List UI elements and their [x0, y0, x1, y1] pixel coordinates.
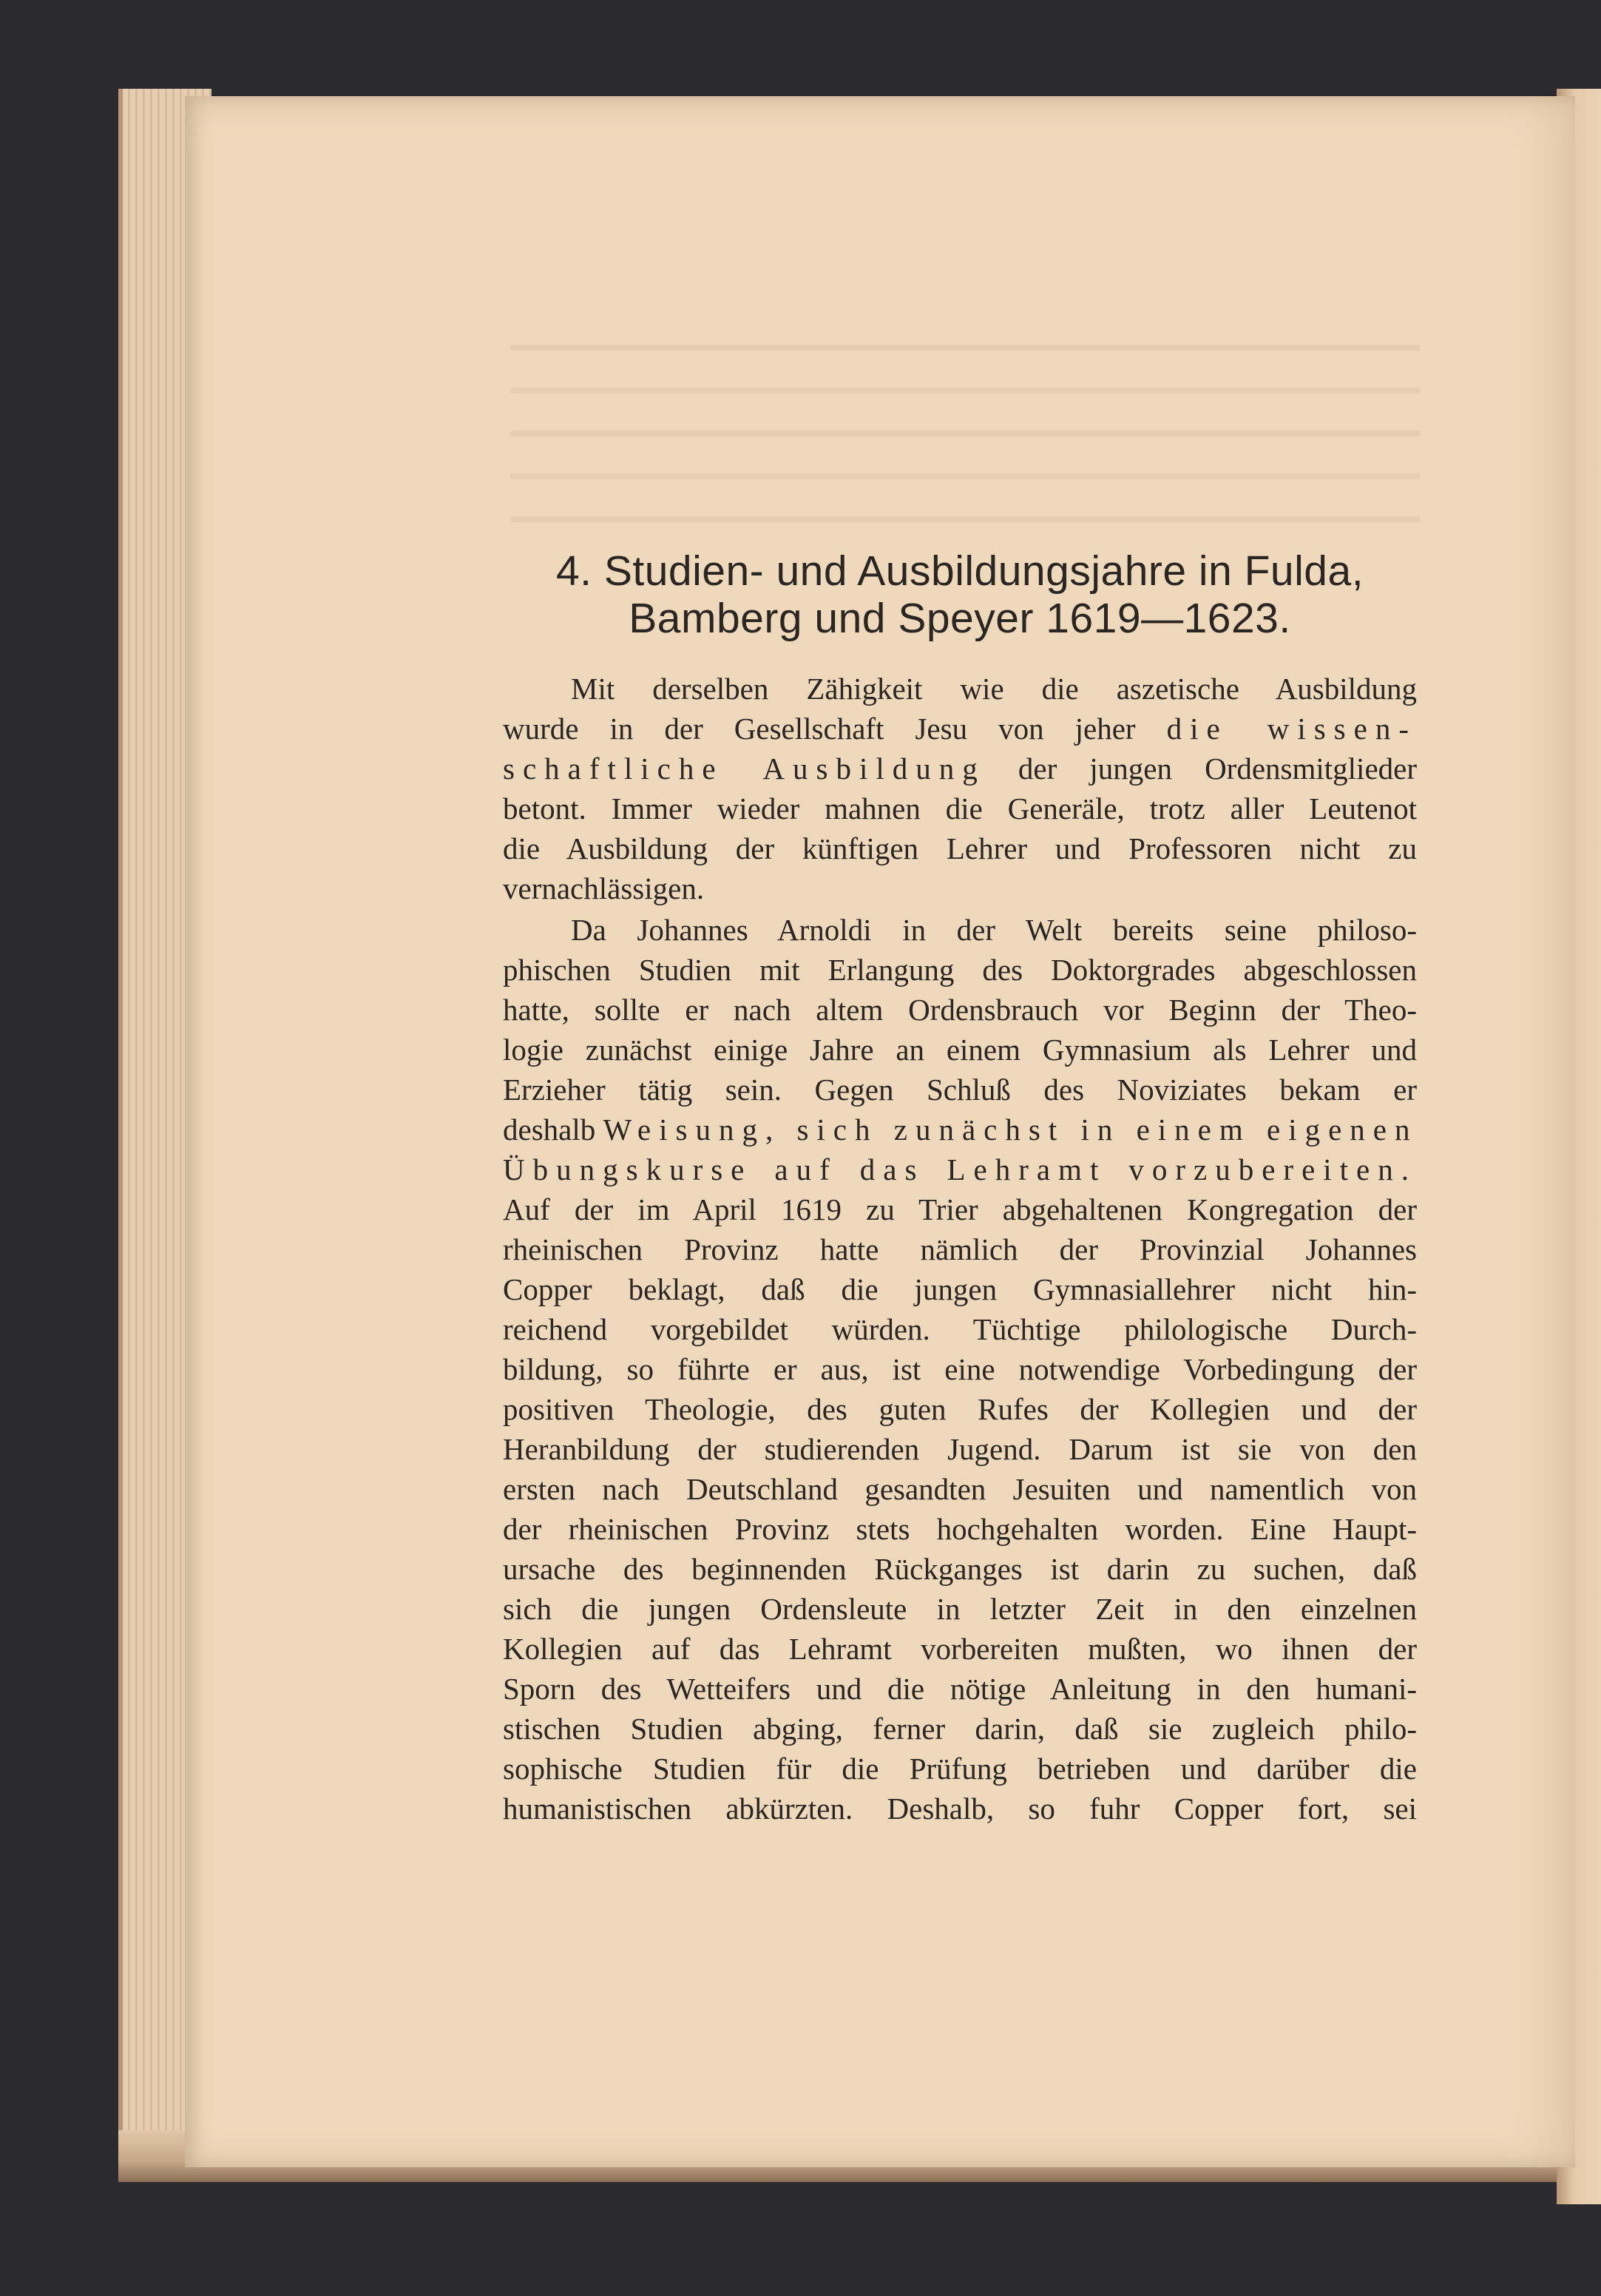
- text-line: [503, 749, 1417, 789]
- text-line: sich die jungen Ordensleute in letzter Zeit in den einzelnen: [503, 1592, 1417, 1626]
- spaced-emphasis: Weisung, sich zunächst in einem eigenen: [603, 1112, 1418, 1147]
- text-line: Sporn des Wetteifers und die nötige Anleitung in den humani-: [503, 1672, 1417, 1706]
- text-line: positiven Theologie, des guten Rufes der Kollegien und der: [503, 1392, 1417, 1426]
- paragraph-1: [503, 669, 1417, 908]
- page-text: [503, 547, 1417, 1829]
- text-line: sophische Studien für die Prüfung betrieben und darüber die: [503, 1752, 1417, 1786]
- show-through-text: [510, 325, 1420, 547]
- text-line: stischen Studien abging, ferner darin, daß sie zugleich philo-: [503, 1712, 1417, 1746]
- text-line: bildung, so führte er aus, ist eine notwendige Vorbedingung der: [503, 1352, 1417, 1386]
- text-line: Da Johannes Arnoldi in der Welt bereits seine philoso-: [571, 913, 1417, 947]
- text-line: Kollegien auf das Lehramt vorbereiten mußten, wo ihnen der: [503, 1632, 1417, 1666]
- chapter-heading: [503, 547, 1417, 642]
- text-line: Auf der im April 1619 zu Trier abgehaltenen Kongregation der: [503, 1192, 1417, 1226]
- text-line: [503, 1110, 1417, 1149]
- text-line: die Ausbildung der künftigen Lehrer und Professoren nicht zu: [503, 831, 1417, 865]
- text-line: Heranbildung der studierenden Jugend. Darum ist sie von den: [503, 1432, 1417, 1466]
- text-line: betont. Immer wieder mahnen die Generäle, trotz aller Leutenot: [503, 791, 1417, 825]
- text-line: reichend vorgebildet würden. Tüchtige philologische Durch-: [503, 1312, 1417, 1346]
- spaced-emphasis-line: Übungskurse auf das Lehramt vorzubereiten.: [503, 1152, 1417, 1186]
- chapter-heading-line-1: 4. Studien- und Ausbildungsjahre in Fulda,: [555, 547, 1364, 595]
- chapter-heading-line-2: Bamberg und Speyer 1619—1623.: [629, 595, 1291, 642]
- text-line: vernachlässigen.: [503, 871, 705, 905]
- text-line: ursache des beginnenden Rückganges ist darin zu suchen, daß: [503, 1552, 1417, 1586]
- text-line: phischen Studien mit Erlangung des Doktorgrades abgeschlossen: [503, 953, 1417, 987]
- text-span: wurde in der Gesellschaft Jesu von jeher: [503, 712, 1136, 746]
- text-line: Erzieher tätig sein. Gegen Schluß des Noviziates bekam er: [503, 1073, 1417, 1107]
- spaced-emphasis: die wissen-: [1166, 712, 1417, 746]
- spaced-emphasis: schaftliche Ausbildung: [503, 752, 986, 786]
- text-line: logie zunächst einige Jahre an einem Gymnasium als Lehrer und: [503, 1033, 1417, 1067]
- text-line: [503, 709, 1417, 749]
- text-line: ersten nach Deutschland gesandten Jesuiten und namentlich von: [503, 1472, 1417, 1506]
- text-line: humanistischen abkürzten. Deshalb, so fuhr Copper fort, sei: [503, 1792, 1417, 1826]
- text-line: der rheinischen Provinz stets hochgehalten worden. Eine Haupt-: [503, 1512, 1417, 1546]
- paragraph-2: [503, 910, 1417, 1829]
- text-line: hatte, sollte er nach altem Ordensbrauch vor Beginn der Theo-: [503, 993, 1417, 1027]
- text-span: der jungen Ordensmitglieder: [1018, 752, 1417, 786]
- text-span: deshalb: [503, 1112, 596, 1147]
- text-line: rheinischen Provinz hatte nämlich der Provinzial Johannes: [503, 1232, 1417, 1266]
- text-line: Copper beklagt, daß die jungen Gymnasiallehrer nicht hin-: [503, 1272, 1417, 1306]
- text-line: Mit derselben Zähigkeit wie die aszetische Ausbildung: [571, 672, 1417, 706]
